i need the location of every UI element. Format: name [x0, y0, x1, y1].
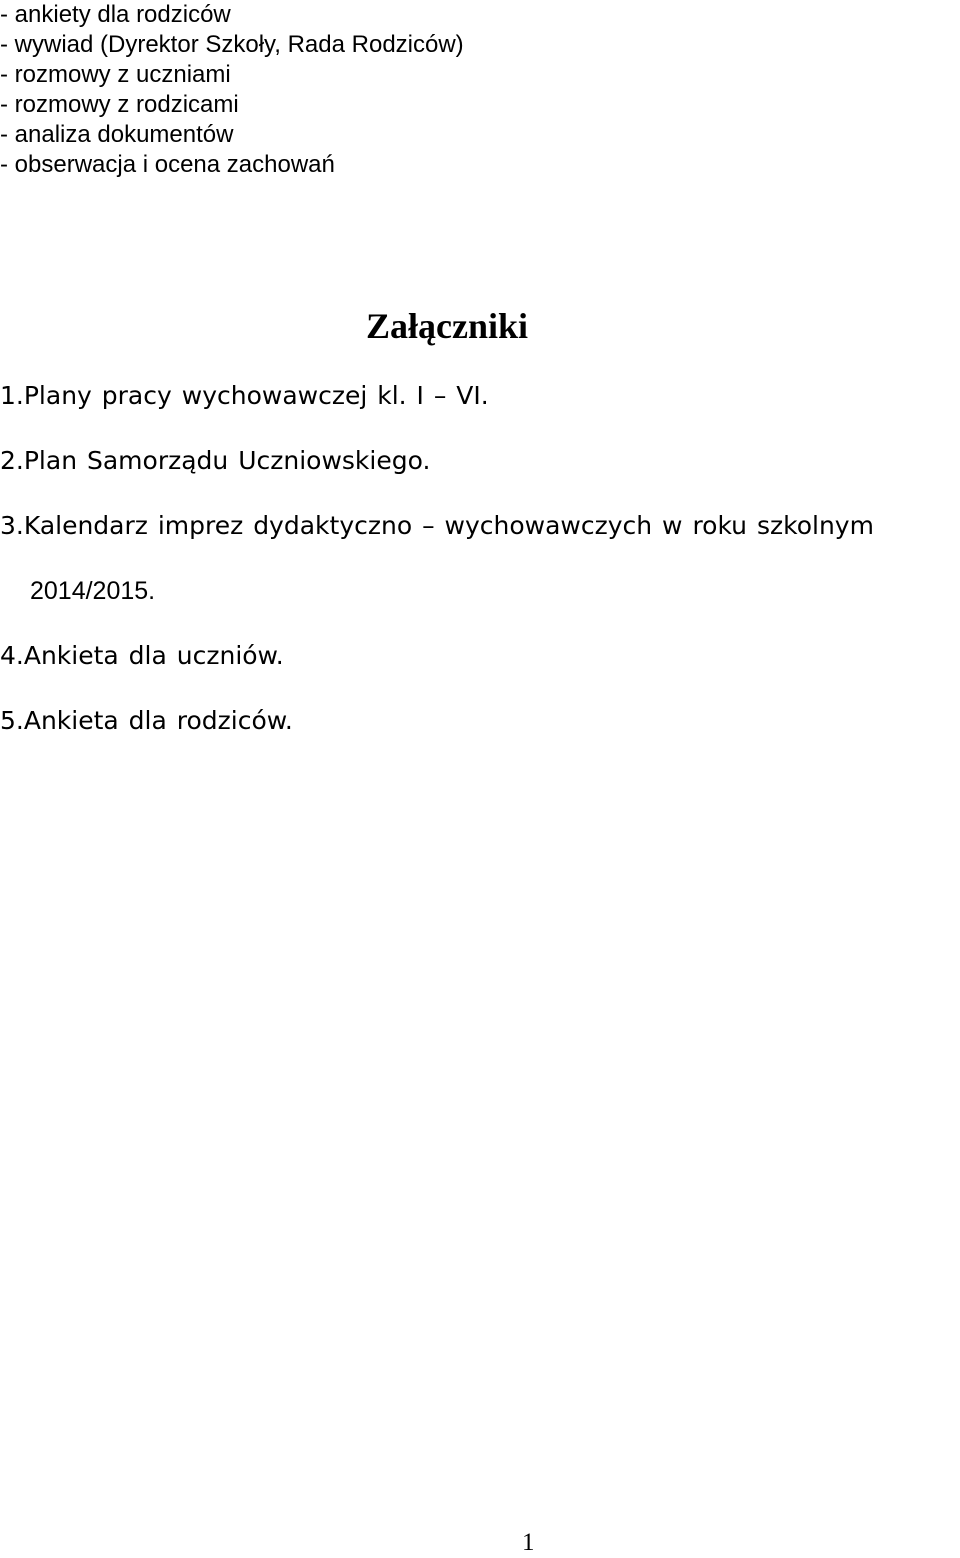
- attachment-text: Kalendarz imprez dydaktyczno – wychowawczych w roku szkolnym: [23, 511, 874, 540]
- method-item-document-analysis: - analiza dokumentów: [0, 121, 234, 148]
- attachment-number: 1.: [0, 381, 24, 410]
- method-item-interview: - wywiad (Dyrektor Szkoły, Rada Rodziców): [0, 31, 464, 58]
- attachment-item-2: [0, 446, 430, 476]
- attachment-item-3: [0, 511, 874, 605]
- attachment-number: 4.: [0, 641, 24, 670]
- attachment-item-5: [0, 706, 293, 736]
- attachment-number: 5.: [0, 706, 24, 735]
- method-item-talks-parents: - rozmowy z rodzicami: [0, 91, 239, 118]
- method-item-talks-students: - rozmowy z uczniami: [0, 61, 231, 88]
- attachment-text: Plany pracy wychowawczej kl. I – VI.: [23, 381, 489, 410]
- page-number: 1: [522, 1529, 535, 1556]
- attachment-text: Plan Samorządu Uczniowskiego.: [23, 446, 431, 475]
- attachment-text: Ankieta dla rodziców.: [23, 706, 293, 735]
- attachments-heading: Załączniki: [365, 306, 529, 346]
- method-item-surveys-parents: - ankiety dla rodziców: [0, 1, 231, 28]
- evaluation-methods-list: [0, 0, 464, 180]
- attachment-number: 3.: [0, 511, 24, 540]
- attachment-item-4: [0, 641, 284, 671]
- attachment-item-1: [0, 381, 489, 411]
- attachment-number: 2.: [0, 446, 24, 475]
- attachment-text: Ankieta dla uczniów.: [23, 641, 284, 670]
- attachment-text-continuation: 2014/2015.: [30, 577, 156, 605]
- method-item-behaviour-observation: - obserwacja i ocena zachowań: [0, 151, 335, 178]
